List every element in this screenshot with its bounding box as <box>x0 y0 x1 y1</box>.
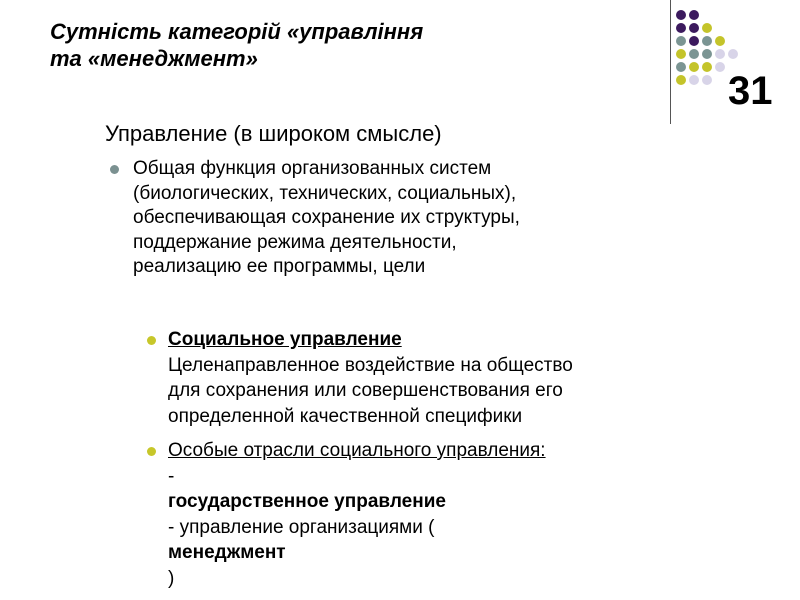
decorative-dot <box>689 75 699 85</box>
sub-bullet-social-management <box>147 327 707 429</box>
sub-bullet-title: Особые отрасли социального управления: <box>168 440 546 461</box>
sub-bullet-branches <box>147 438 707 591</box>
dash-prefix: - <box>168 465 175 487</box>
decorative-dot <box>676 23 686 33</box>
decorative-dot <box>702 62 712 72</box>
sub-bullet-line: определенной качественной специфики <box>168 405 523 427</box>
decorative-dot <box>715 36 725 46</box>
bullet-line: поддержание режима деятельности, <box>133 231 457 253</box>
decorative-dot <box>689 36 699 46</box>
decorative-dot <box>689 49 699 59</box>
slide-title-line-2: та «менеджмент» <box>50 46 258 71</box>
bullet-line: обеспечивающая сохранение их структуры, <box>133 207 520 228</box>
decorative-dot <box>702 49 712 59</box>
decorative-dot <box>676 75 686 85</box>
sub-bullet-line <box>168 515 707 592</box>
sub-bullet-line: Целенаправленное воздействие на общество <box>168 354 573 376</box>
bullet-line: Общая функция организованных систем <box>133 158 492 179</box>
sub-bullet-marker-icon <box>147 447 156 456</box>
decorative-dot <box>689 23 699 33</box>
bullet-line: реализацию ее программы, цели <box>133 256 426 277</box>
sub-bullet-marker-icon <box>147 336 156 345</box>
decorative-dot <box>689 10 699 20</box>
line-suffix: ) <box>168 567 175 589</box>
decorative-dot <box>676 49 686 59</box>
bullet-text <box>133 157 630 280</box>
decorative-dot <box>728 49 738 59</box>
bullet-general-function <box>110 157 630 280</box>
bullet-line: (биологических, технических, социальных), <box>133 182 517 204</box>
decorative-dot <box>689 62 699 72</box>
bullet-marker-icon <box>110 165 119 174</box>
sub-bullet-text <box>168 438 707 591</box>
decorative-dot <box>702 36 712 46</box>
slide-number: 31 <box>728 69 773 113</box>
slide-title-line-1: Сутність категорій «управління <box>50 19 424 44</box>
decorative-dot <box>676 62 686 72</box>
decorative-dot <box>676 36 686 46</box>
sub-bullet-line <box>168 464 707 515</box>
decorative-dot <box>702 23 712 33</box>
sub-bullet-line: для сохранения или совершенствования его <box>168 380 563 401</box>
decorative-dot <box>702 75 712 85</box>
decorative-divider <box>670 0 671 124</box>
line-prefix: - управление организациями ( <box>168 516 435 538</box>
state-management-term: государственное управление <box>168 491 446 512</box>
decorative-dot <box>715 62 725 72</box>
decorative-dot <box>676 10 686 20</box>
slide-title <box>50 18 650 72</box>
sub-bullet-text <box>168 327 707 429</box>
sub-bullet-title: Социальное управление <box>168 329 402 350</box>
decorative-dot <box>715 49 725 59</box>
section-heading: Управление (в широком смысле) <box>105 121 442 146</box>
management-term: менеджмент <box>168 542 286 563</box>
